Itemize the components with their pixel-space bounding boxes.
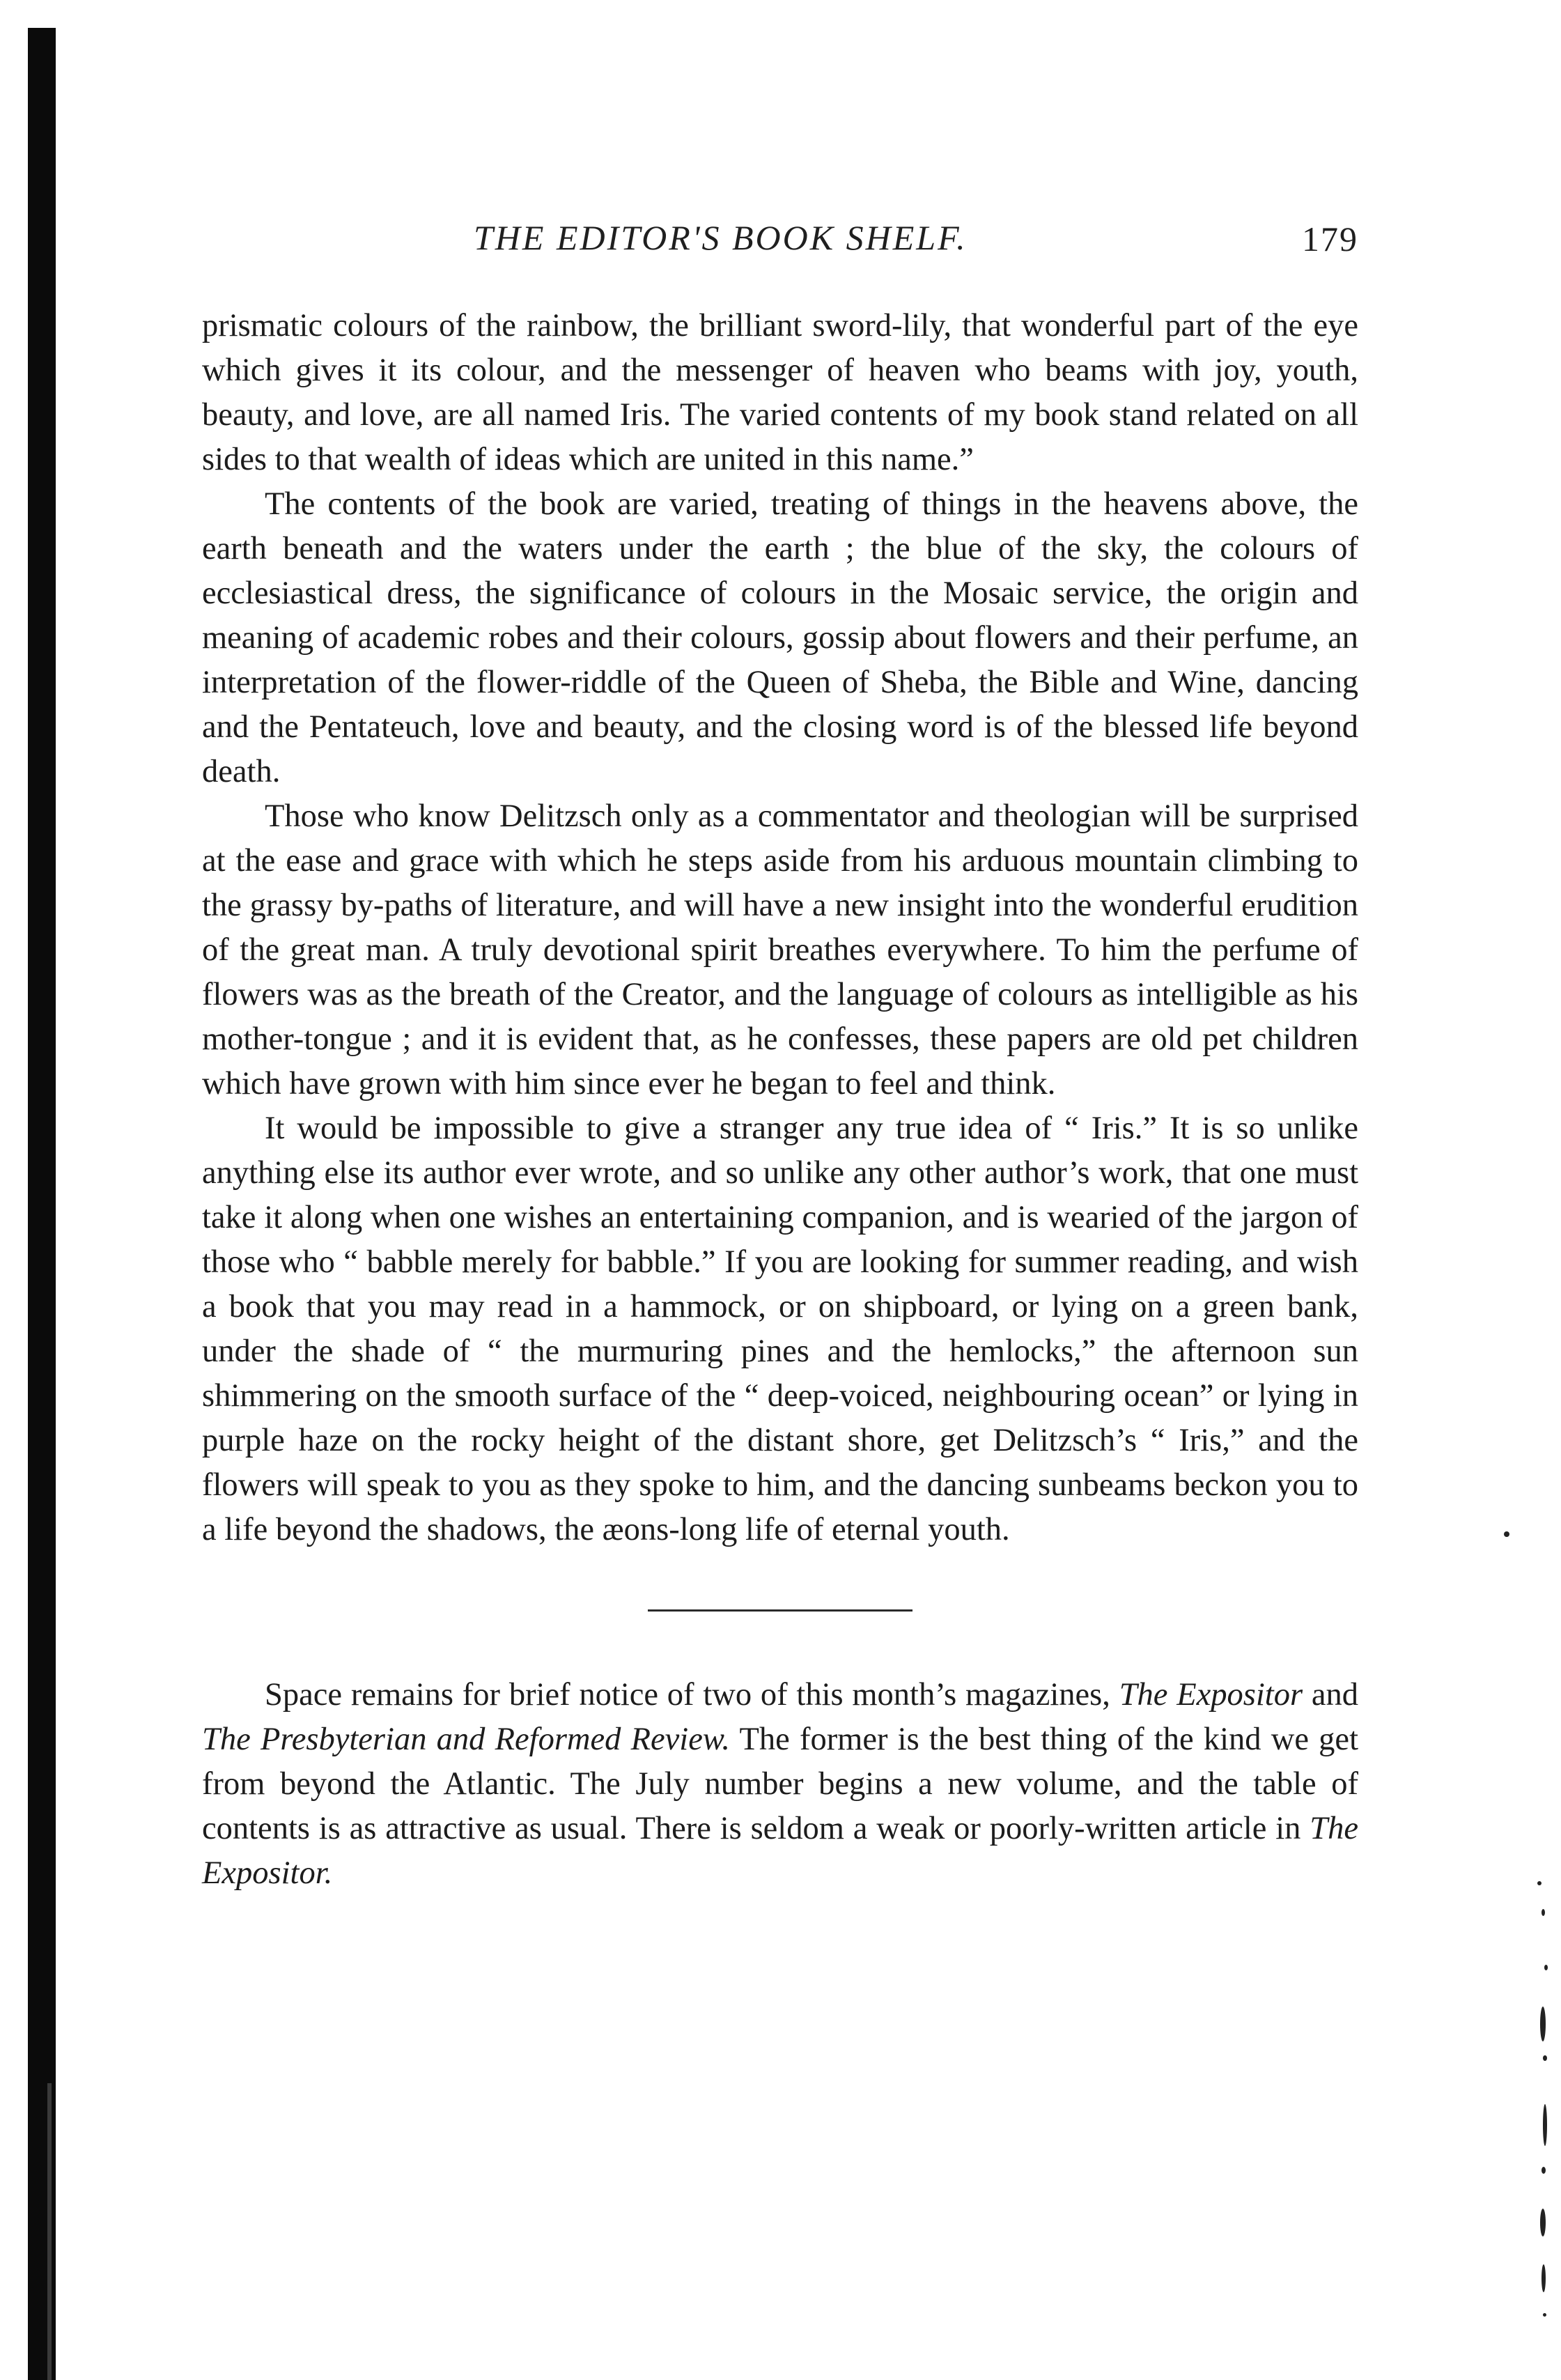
page-edge-specks xyxy=(1477,0,1561,2380)
section-divider xyxy=(648,1609,912,1612)
paragraph-1: prismatic colours of the rainbow, the brilliant sword-lily, that wonderful part of the eye which gives it its colour, and the messenger of heaven who beams with joy, youth, beauty, and love, are all named Iris. The varied contents of my book stand related on all sides to that wealth of ideas which are united in this name.” xyxy=(202,308,1358,477)
paragraph-4: It would be impossible to give a stranger any true idea of “ Iris.” It is so unlike anything else its author ever wrote, and so unlike any other author’s work, that one must take it along when one wishes an entertaining companion, and is wearied of the jargon of those who “ babble merely for babble.” If you are looking for summer reading, and wish a book that you may read in a hammock, or on shipboard, or lying on a green bank, under the shade of “ the murmuring pines and the hemlocks,” the afternoon sun shimmering on the smooth surface of the “ deep-voiced, neighbouring ocean” or lying in purple haze on the rocky height of the distant shore, get Delitzsch’s “ Iris,” and the flowers will speak to you as they spoke to him, and the dancing sunbeams beckon you to a life beyond the shadows, the æons-long life of eternal youth. xyxy=(202,1111,1358,1547)
running-head xyxy=(202,217,1358,266)
magazine-title-presbyterian-review: The Presbyterian and Reformed Review. xyxy=(202,1722,731,1757)
page-number: 179 xyxy=(1302,219,1358,258)
binding-edge-line xyxy=(47,2083,52,2380)
notice-text-3: The former is the best thing of the kind we get from beyond the Atlantic. The July number begins a new volume, and the table of contents is as attractive as usual. There is seldom a weak or poorly-written article in xyxy=(202,1722,1358,1846)
book-binding-shadow xyxy=(28,28,56,2380)
article-body xyxy=(202,304,1358,1896)
paragraph-2: The contents of the book are varied, treating of things in the heavens above, the earth beneath and the waters under the earth ; the blue of the sky, the colours of ecclesiastical dress, the significance of colours in the Mosaic service, the origin and meaning of academic robes and their colours, gossip about flowers and their perfume, an interpretation of the flower-riddle of the Queen of Sheba, the Bible and Wine, dancing and the Pentateuch, love and beauty, and the closing word is of the blessed life beyond death. xyxy=(202,486,1358,789)
magazine-notice xyxy=(202,1673,1358,1896)
magazine-title-expositor: The Expositor xyxy=(1119,1677,1303,1713)
running-title: THE EDITOR'S BOOK SHELF. xyxy=(474,218,968,257)
notice-text-1: Space remains for brief notice of two of this month’s magazines, xyxy=(265,1677,1119,1713)
magazine-title-expositor-end: The Expositor. xyxy=(202,1811,1358,1891)
notice-text-2: and xyxy=(1303,1677,1358,1713)
paragraph-3: Those who know Delitzsch only as a commentator and theologian will be surprised at the ease and grace with which he steps aside from his arduous mountain climbing to the grassy by-paths of literature, and will have a new insight into the wonderful erudition of the great man. A truly devotional spirit breathes everywhere. To him the perfume of flowers was as the breath of the Creator, and the language of colours as intelligible as his mother-tongue ; and it is evident that, as he confesses, these papers are old pet children which have grown with him since ever he began to feel and think. xyxy=(202,798,1358,1102)
